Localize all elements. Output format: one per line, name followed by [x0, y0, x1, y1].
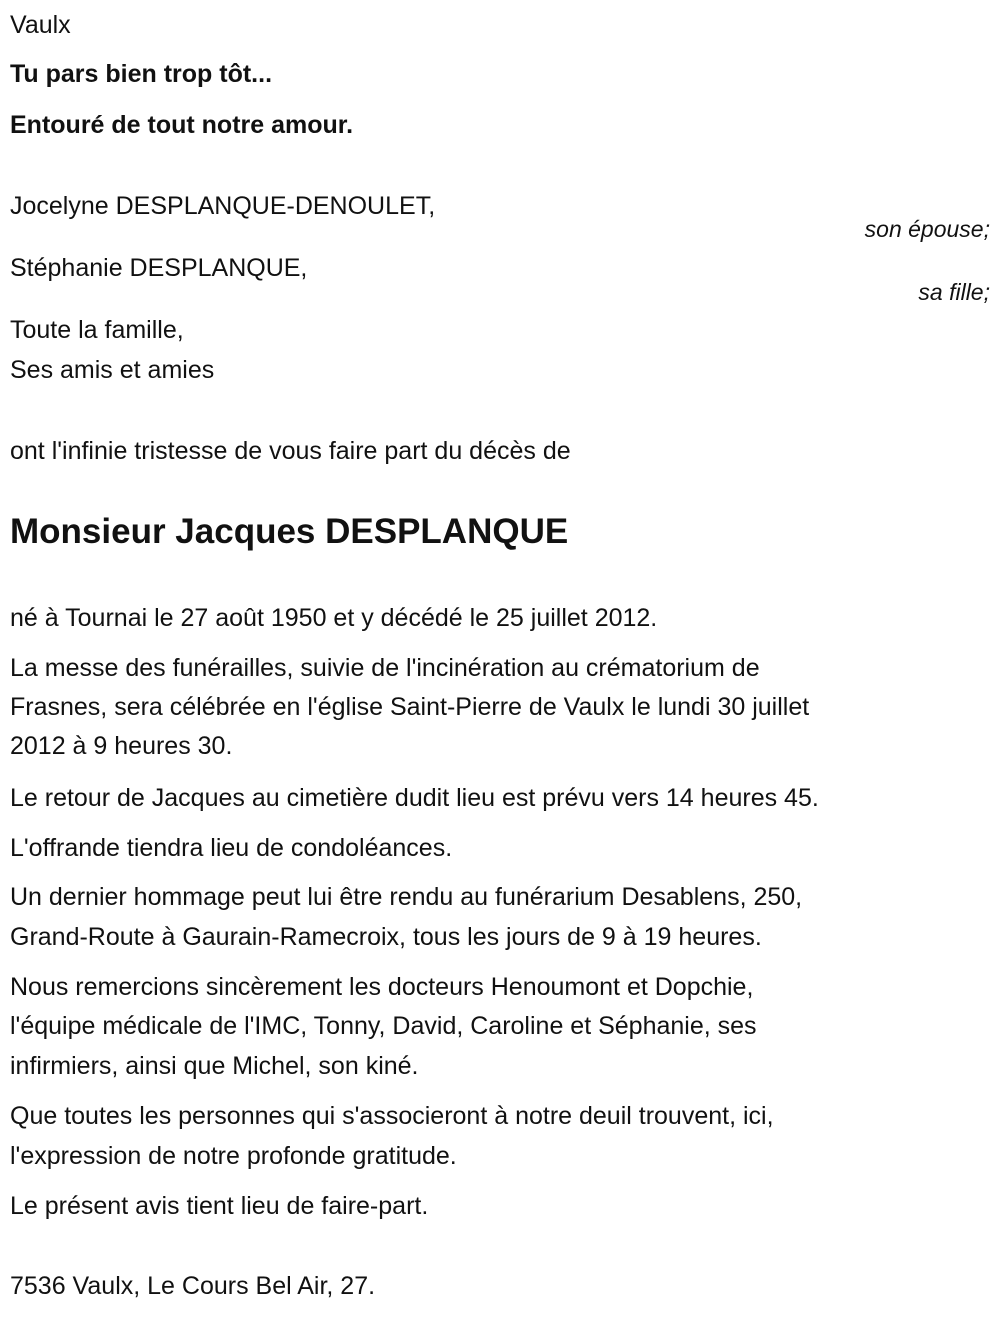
announcement: ont l'infinie tristesse de vous faire part du décès de [10, 437, 571, 465]
others-line: Ses amis et amies [10, 356, 215, 384]
paragraph-line: Nous remercions sincèrement les docteurs Henoumont et Dopchie, [10, 973, 754, 1001]
family-relation: son épouse; [864, 216, 990, 242]
paragraph-line: Grand-Route à Gaurain-Ramecroix, tous les jours de 9 à 19 heures. [10, 923, 762, 951]
paragraph-line: infirmiers, ainsi que Michel, son kiné. [10, 1052, 419, 1080]
paragraph-line: Un dernier hommage peut lui être rendu au funérarium Desablens, 250, [10, 883, 803, 911]
family-relation: sa fille; [918, 279, 990, 305]
paragraph-line: La messe des funérailles, suivie de l'incinération au crématorium de [10, 654, 760, 682]
family-name: Jocelyne DESPLANQUE-DENOULET, [10, 192, 436, 220]
paragraph-line: Que toutes les personnes qui s'associeront à notre deuil trouvent, ici, [10, 1102, 774, 1130]
town: Vaulx [10, 11, 71, 39]
others-line: Toute la famille, [10, 316, 184, 344]
paragraph-line: L'offrande tiendra lieu de condoléances. [10, 834, 453, 862]
paragraph-line: l'expression de notre profonde gratitude. [10, 1142, 457, 1170]
deceased-name: Monsieur Jacques DESPLANQUE [10, 512, 569, 551]
paragraph-line: 2012 à 9 heures 30. [10, 732, 233, 760]
address: 7536 Vaulx, Le Cours Bel Air, 27. [10, 1272, 376, 1300]
tagline: Entouré de tout notre amour. [10, 111, 354, 139]
paragraph-line: Frasnes, sera célébrée en l'église Saint-Pierre de Vaulx le lundi 30 juillet [10, 693, 810, 721]
paragraph-line: l'équipe médicale de l'IMC, Tonny, David, Caroline et Séphanie, ses [10, 1012, 757, 1040]
paragraph-line: né à Tournai le 27 août 1950 et y décédé le 25 juillet 2012. [10, 604, 658, 632]
tagline: Tu pars bien trop tôt... [10, 60, 273, 88]
paragraph-line: Le présent avis tient lieu de faire-part. [10, 1192, 429, 1220]
paragraph-line: Le retour de Jacques au cimetière dudit lieu est prévu vers 14 heures 45. [10, 784, 819, 812]
family-name: Stéphanie DESPLANQUE, [10, 254, 308, 282]
